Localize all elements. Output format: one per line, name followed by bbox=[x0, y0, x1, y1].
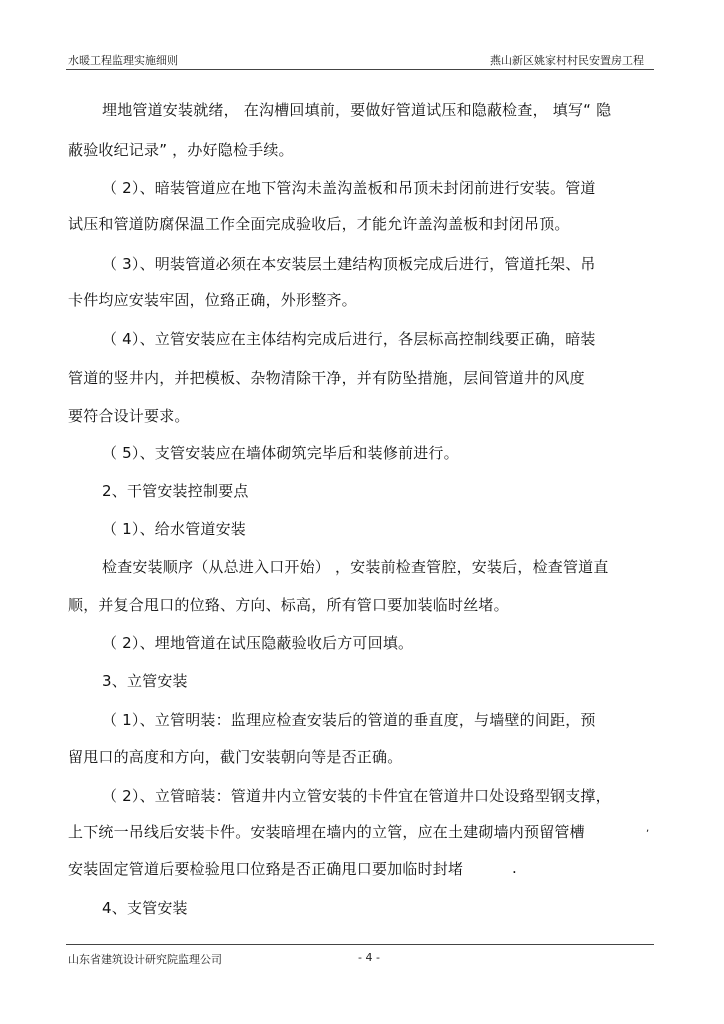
body-line: （ 2）、暗装管道应在地下管沟未盖沟盖板和吊顶未封闭前进行安装。管道 bbox=[102, 179, 596, 197]
header-divider bbox=[66, 69, 654, 70]
body-line: 试压和管道防腐保温工作全面完成验收后，才能允许盖沟盖板和封闭吊顶。 bbox=[68, 215, 570, 233]
footer-divider bbox=[66, 944, 654, 945]
header-project-name: 燕山新区姚家村村民安置房工程 bbox=[490, 54, 644, 67]
stray-mark: , bbox=[646, 823, 650, 834]
section-heading: 2、干管安装控制要点 bbox=[102, 482, 249, 500]
body-line: （ 2）、埋地管道在试压隐蔽验收后方可回填。 bbox=[102, 634, 414, 652]
body-line: 卡件均应安装牢固，位臵正确，外形整齐。 bbox=[68, 291, 357, 309]
body-line: 埋地管道安装就绪， 在沟槽回填前，要做好管道试压和隐蔽检查， 填写“ 隐 bbox=[102, 101, 612, 119]
body-line: （ 1）、立管明装：监理应检查安装后的管道的垂直度，与墙壁的间距，预 bbox=[102, 711, 596, 729]
section-heading: 3、立管安装 bbox=[102, 672, 188, 690]
body-line: （ 3）、明装管道必须在本安装层土建结构顶板完成后进行，管道托架、吊 bbox=[102, 255, 596, 273]
subsection-heading: （ 1）、给水管道安装 bbox=[102, 520, 247, 538]
header-doc-title: 水暖工程监理实施细则 bbox=[68, 54, 178, 67]
body-line: （ 4）、立管安装应在主体结构完成后进行，各层标高控制线要正确，暗装 bbox=[102, 330, 596, 348]
body-line: 安装固定管道后要检验甩口位臵是否正确甩口要加临时封堵 bbox=[68, 860, 464, 878]
section-heading: 4、支管安装 bbox=[102, 899, 188, 917]
body-line: 顺，并复合甩口的位臵、方向、标高，所有管口要加装临时丝堵。 bbox=[68, 596, 509, 614]
body-line: 留甩口的高度和方向，截门安装朝向等是否正确。 bbox=[68, 748, 403, 766]
body-line: 检查安装顺序（从总进入口开始） ，安装前检查管腔，安装后，检查管道直 bbox=[102, 558, 609, 576]
body-line: 管道的竖井内，并把模板、杂物清除干净，并有防坠措施，层间管道井的风度 bbox=[68, 369, 585, 387]
body-line: 上下统一吊线后安装卡件。安装暗埋在墙内的立管，应在土建砌墙内预留管槽 bbox=[68, 823, 585, 841]
body-line: 要符合设计要求。 bbox=[68, 407, 190, 425]
body-line: （ 2）、立管暗装：管道井内立管安装的卡件宜在管道井口处设臵型钢支撑， bbox=[102, 787, 611, 805]
page-number: - 4 - bbox=[358, 951, 380, 964]
stray-mark: . bbox=[512, 859, 517, 877]
body-line: 蔽验收纪记录” ，办好隐检手续。 bbox=[68, 141, 294, 159]
footer-company: 山东省建筑设计研究院监理公司 bbox=[68, 953, 222, 966]
body-line: （ 5）、支管安装应在墙体砌筑完毕后和装修前进行。 bbox=[102, 444, 459, 462]
